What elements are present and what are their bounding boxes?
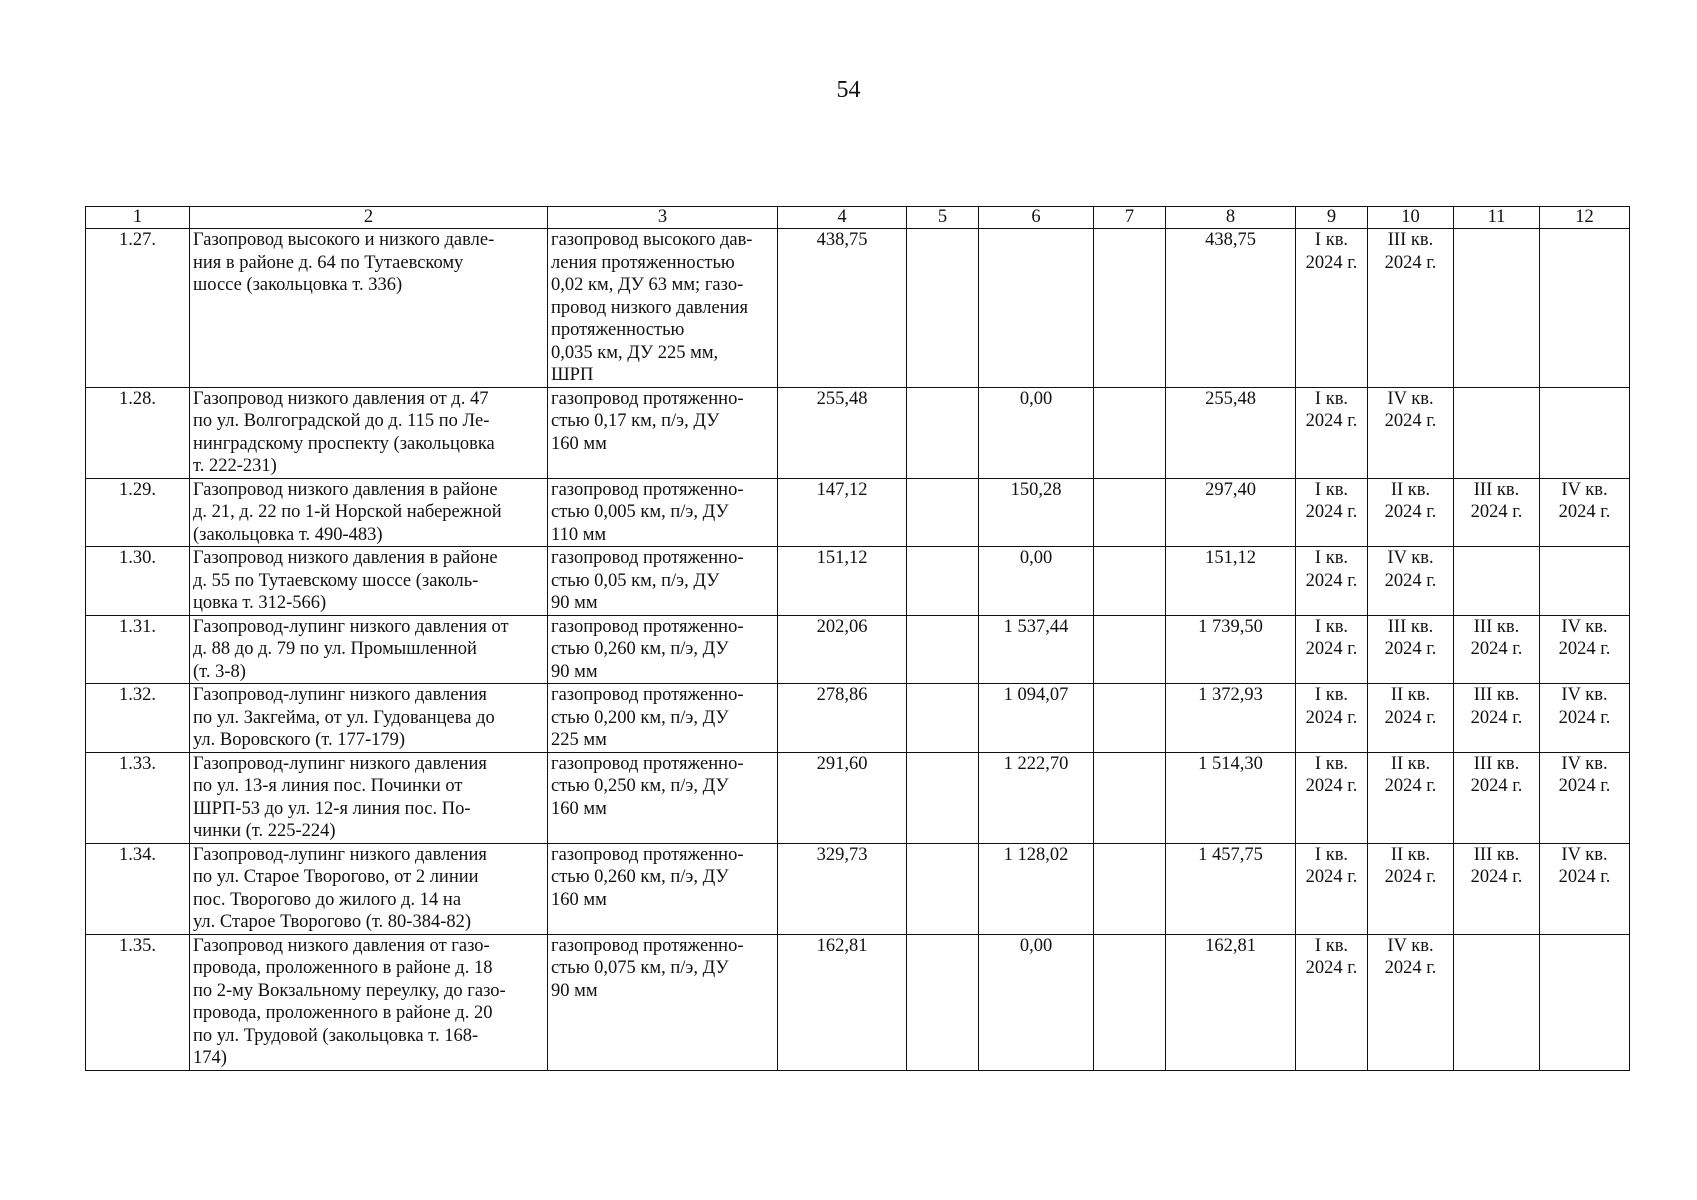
table-row — [86, 547, 1630, 616]
value-cell-col5 — [907, 387, 979, 478]
value-cell-col7 — [1094, 752, 1166, 843]
period-cell-col10: II кв. 2024 г. — [1368, 752, 1454, 843]
row-number-cell: 1.33. — [86, 752, 190, 843]
value-cell-col7 — [1094, 843, 1166, 934]
value-cell-col4: 147,12 — [778, 478, 907, 547]
column-header: 5 — [907, 207, 979, 229]
column-header: 10 — [1368, 207, 1454, 229]
value-cell-col7 — [1094, 615, 1166, 684]
period-cell-col11: III кв. 2024 г. — [1454, 752, 1540, 843]
period-cell-col11: III кв. 2024 г. — [1454, 615, 1540, 684]
value-cell-col4: 291,60 — [778, 752, 907, 843]
column-header: 4 — [778, 207, 907, 229]
value-cell-col5 — [907, 547, 979, 616]
value-cell-col7 — [1094, 934, 1166, 1070]
value-cell-col6: 1 537,44 — [979, 615, 1094, 684]
period-cell-col9: I кв. 2024 г. — [1296, 229, 1368, 388]
value-cell-col4: 255,48 — [778, 387, 907, 478]
value-cell-col6: 0,00 — [979, 387, 1094, 478]
period-cell-col12: IV кв. 2024 г. — [1540, 478, 1630, 547]
period-cell-col12: IV кв. 2024 г. — [1540, 752, 1630, 843]
object-name-cell: Газопровод низкого давления в районе д. 21, д. 22 по 1-й Норской набережной (закольцовка т. 490-483) — [190, 478, 548, 547]
value-cell-col7 — [1094, 478, 1166, 547]
value-cell-col5 — [907, 229, 979, 388]
period-cell-col10: IV кв. 2024 г. — [1368, 547, 1454, 616]
period-cell-col10: III кв. 2024 г. — [1368, 615, 1454, 684]
object-name-cell: Газопровод высокого и низкого давле- ния в районе д. 64 по Тутаевскому шоссе (закольцовка т. 336) — [190, 229, 548, 388]
object-name-cell: Газопровод низкого давления в районе д. 55 по Тутаевскому шоссе (заколь- цовка т. 312-566) — [190, 547, 548, 616]
period-cell-col10: II кв. 2024 г. — [1368, 684, 1454, 753]
object-description-cell: газопровод протяженно- стью 0,005 км, п/э, ДУ 110 мм — [548, 478, 778, 547]
period-cell-col10: II кв. 2024 г. — [1368, 843, 1454, 934]
period-cell-col12 — [1540, 229, 1630, 388]
period-cell-col11: III кв. 2024 г. — [1454, 684, 1540, 753]
period-cell-col10: IV кв. 2024 г. — [1368, 934, 1454, 1070]
total-cell-col8: 1 739,50 — [1166, 615, 1296, 684]
value-cell-col7 — [1094, 684, 1166, 753]
period-cell-col11 — [1454, 547, 1540, 616]
column-header: 2 — [190, 207, 548, 229]
row-number-cell: 1.34. — [86, 843, 190, 934]
object-name-cell: Газопровод-лупинг низкого давления по ул. 13-я линия пос. Починки от ШРП-53 до ул. 12-я линия пос. По- чинки (т. 225-224) — [190, 752, 548, 843]
table-row — [86, 229, 1630, 388]
period-cell-col11: III кв. 2024 г. — [1454, 478, 1540, 547]
object-description-cell: газопровод протяженно- стью 0,260 км, п/э, ДУ 90 мм — [548, 615, 778, 684]
row-number-cell: 1.27. — [86, 229, 190, 388]
value-cell-col6: 1 128,02 — [979, 843, 1094, 934]
table-row — [86, 752, 1630, 843]
period-cell-col9: I кв. 2024 г. — [1296, 387, 1368, 478]
value-cell-col5 — [907, 752, 979, 843]
value-cell-col5 — [907, 934, 979, 1070]
value-cell-col6: 150,28 — [979, 478, 1094, 547]
period-cell-col11 — [1454, 229, 1540, 388]
period-cell-col9: I кв. 2024 г. — [1296, 547, 1368, 616]
column-header: 11 — [1454, 207, 1540, 229]
object-description-cell: газопровод протяженно- стью 0,260 км, п/э, ДУ 160 мм — [548, 843, 778, 934]
row-number-cell: 1.30. — [86, 547, 190, 616]
value-cell-col4: 202,06 — [778, 615, 907, 684]
period-cell-col11 — [1454, 387, 1540, 478]
object-name-cell: Газопровод-лупинг низкого давления по ул. Закгейма, от ул. Гудованцева до ул. Воровского (т. 177-179) — [190, 684, 548, 753]
period-cell-col12 — [1540, 387, 1630, 478]
column-header: 12 — [1540, 207, 1630, 229]
total-cell-col8: 438,75 — [1166, 229, 1296, 388]
period-cell-col9: I кв. 2024 г. — [1296, 478, 1368, 547]
object-name-cell: Газопровод низкого давления от газо- провода, проложенного в районе д. 18 по 2-му Вокзальному переулку, до газо- провода, проложенного в районе д. 20 по ул. Трудовой (закольцовка т. 168- 174) — [190, 934, 548, 1070]
column-header: 1 — [86, 207, 190, 229]
total-cell-col8: 162,81 — [1166, 934, 1296, 1070]
column-header: 8 — [1166, 207, 1296, 229]
value-cell-col7 — [1094, 547, 1166, 616]
value-cell-col6: 0,00 — [979, 934, 1094, 1070]
period-cell-col9: I кв. 2024 г. — [1296, 684, 1368, 753]
column-header: 6 — [979, 207, 1094, 229]
value-cell-col4: 438,75 — [778, 229, 907, 388]
value-cell-col4: 162,81 — [778, 934, 907, 1070]
table-row — [86, 615, 1630, 684]
column-header: 3 — [548, 207, 778, 229]
table-header-row — [86, 207, 1630, 229]
row-number-cell: 1.35. — [86, 934, 190, 1070]
object-name-cell: Газопровод низкого давления от д. 47 по ул. Волгоградской до д. 115 по Ле- нинградскому проспекту (закольцовка т. 222-231) — [190, 387, 548, 478]
period-cell-col9: I кв. 2024 г. — [1296, 843, 1368, 934]
column-header: 9 — [1296, 207, 1368, 229]
table-row — [86, 684, 1630, 753]
value-cell-col5 — [907, 843, 979, 934]
row-number-cell: 1.28. — [86, 387, 190, 478]
works-table — [85, 206, 1630, 1071]
period-cell-col12 — [1540, 547, 1630, 616]
object-description-cell: газопровод протяженно- стью 0,200 км, п/э, ДУ 225 мм — [548, 684, 778, 753]
object-name-cell: Газопровод-лупинг низкого давления от д. 88 до д. 79 по ул. Промышленной (т. 3-8) — [190, 615, 548, 684]
value-cell-col6: 1 222,70 — [979, 752, 1094, 843]
row-number-cell: 1.31. — [86, 615, 190, 684]
period-cell-col10: III кв. 2024 г. — [1368, 229, 1454, 388]
period-cell-col9: I кв. 2024 г. — [1296, 934, 1368, 1070]
value-cell-col6: 1 094,07 — [979, 684, 1094, 753]
table-row — [86, 478, 1630, 547]
value-cell-col5 — [907, 684, 979, 753]
row-number-cell: 1.32. — [86, 684, 190, 753]
value-cell-col5 — [907, 615, 979, 684]
total-cell-col8: 1 514,30 — [1166, 752, 1296, 843]
object-description-cell: газопровод протяженно- стью 0,05 км, п/э, ДУ 90 мм — [548, 547, 778, 616]
period-cell-col12: IV кв. 2024 г. — [1540, 684, 1630, 753]
column-header: 7 — [1094, 207, 1166, 229]
total-cell-col8: 255,48 — [1166, 387, 1296, 478]
value-cell-col7 — [1094, 229, 1166, 388]
object-description-cell: газопровод протяженно- стью 0,250 км, п/э, ДУ 160 мм — [548, 752, 778, 843]
period-cell-col11: III кв. 2024 г. — [1454, 843, 1540, 934]
object-description-cell: газопровод протяженно- стью 0,17 км, п/э, ДУ 160 мм — [548, 387, 778, 478]
value-cell-col6 — [979, 229, 1094, 388]
value-cell-col4: 329,73 — [778, 843, 907, 934]
page-number: 54 — [836, 77, 861, 103]
object-description-cell: газопровод протяженно- стью 0,075 км, п/э, ДУ 90 мм — [548, 934, 778, 1070]
total-cell-col8: 297,40 — [1166, 478, 1296, 547]
period-cell-col11 — [1454, 934, 1540, 1070]
period-cell-col12: IV кв. 2024 г. — [1540, 615, 1630, 684]
period-cell-col9: I кв. 2024 г. — [1296, 615, 1368, 684]
object-description-cell: газопровод высокого дав- ления протяженностью 0,02 км, ДУ 63 мм; газо- провод низкого давления протяженностью 0,035 км, ДУ 225 мм, ШРП — [548, 229, 778, 388]
value-cell-col4: 278,86 — [778, 684, 907, 753]
period-cell-col12: IV кв. 2024 г. — [1540, 843, 1630, 934]
object-name-cell: Газопровод-лупинг низкого давления по ул. Старое Творогово, от 2 линии пос. Творогово до жилого д. 14 на ул. Старое Творогово (т. 80-384-82) — [190, 843, 548, 934]
total-cell-col8: 1 457,75 — [1166, 843, 1296, 934]
table-row — [86, 934, 1630, 1070]
value-cell-col4: 151,12 — [778, 547, 907, 616]
table-row — [86, 843, 1630, 934]
period-cell-col10: IV кв. 2024 г. — [1368, 387, 1454, 478]
total-cell-col8: 1 372,93 — [1166, 684, 1296, 753]
period-cell-col12 — [1540, 934, 1630, 1070]
period-cell-col9: I кв. 2024 г. — [1296, 752, 1368, 843]
row-number-cell: 1.29. — [86, 478, 190, 547]
period-cell-col10: II кв. 2024 г. — [1368, 478, 1454, 547]
value-cell-col7 — [1094, 387, 1166, 478]
value-cell-col6: 0,00 — [979, 547, 1094, 616]
value-cell-col5 — [907, 478, 979, 547]
total-cell-col8: 151,12 — [1166, 547, 1296, 616]
table-row — [86, 387, 1630, 478]
